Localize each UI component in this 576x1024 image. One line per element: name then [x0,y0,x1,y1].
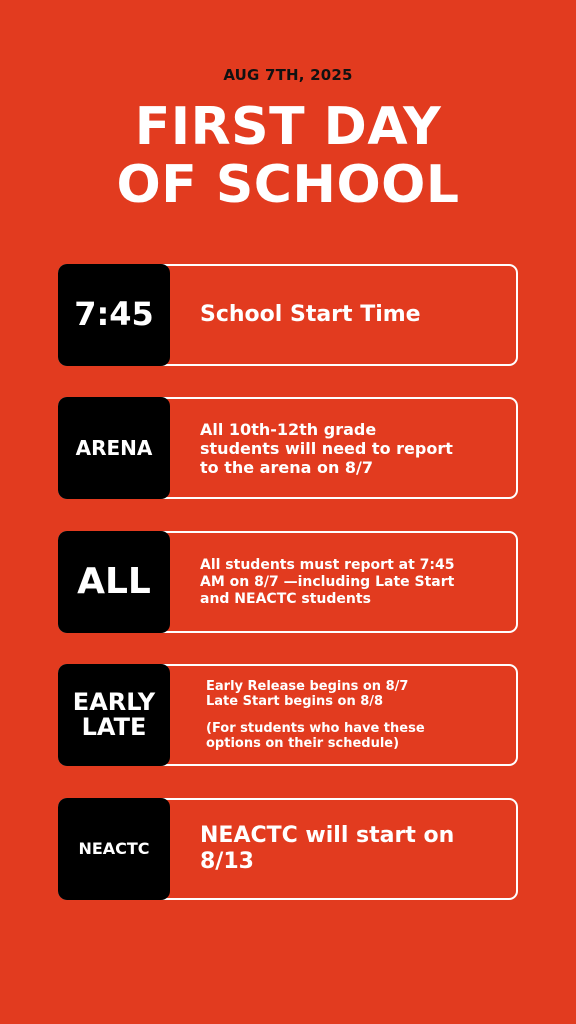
card-tag-line: EARLY [72,687,156,716]
card-text-line: All students must report at 7:45 [200,556,455,573]
card-tag-start-time: 7:45 [58,264,170,366]
card-text-line: AM on 8/7 —including Late Start [200,573,455,590]
card-text-arena [200,397,500,499]
card-text-line: All 10th-12th grade [200,419,377,439]
card-tag-line: LATE [81,713,147,741]
title-line-2: OF SCHOOL [116,155,460,215]
card-text-early-late [206,664,506,766]
info-card-all-students [58,531,518,633]
card-tag-all: ALL [58,531,170,633]
card-text-line: Late Start begins on 8/8 [206,694,384,709]
card-text-line: to the arena on 8/7 [200,457,374,477]
info-card-start-time [58,264,518,366]
title-line-1: FIRST DAY [134,97,442,157]
info-card-early-late [58,664,518,766]
line-gap [206,709,506,721]
card-text-neactc [200,798,500,900]
card-text-line: School Start Time [200,302,421,327]
card-tag-neactc: NEACTC [58,798,170,900]
card-note-line: options on their schedule) [206,736,400,751]
card-text-line: 8/13 [200,849,254,874]
card-tag-early-late [58,664,170,766]
page-title [0,98,576,214]
info-card-neactc [58,798,518,900]
card-note-line: (For students who have these [206,721,425,736]
card-text-all-students [200,531,500,633]
card-text-line: Early Release begins on 8/7 [206,679,409,694]
card-text-start-time [200,264,500,366]
card-text-line: NEACTC will start on [200,823,455,848]
card-tag-arena: ARENA [58,397,170,499]
event-date: AUG 7TH, 2025 [223,66,353,84]
card-text-line: and NEACTC students [200,590,371,607]
info-card-arena [58,397,518,499]
card-text-line: students will need to report [200,438,453,458]
